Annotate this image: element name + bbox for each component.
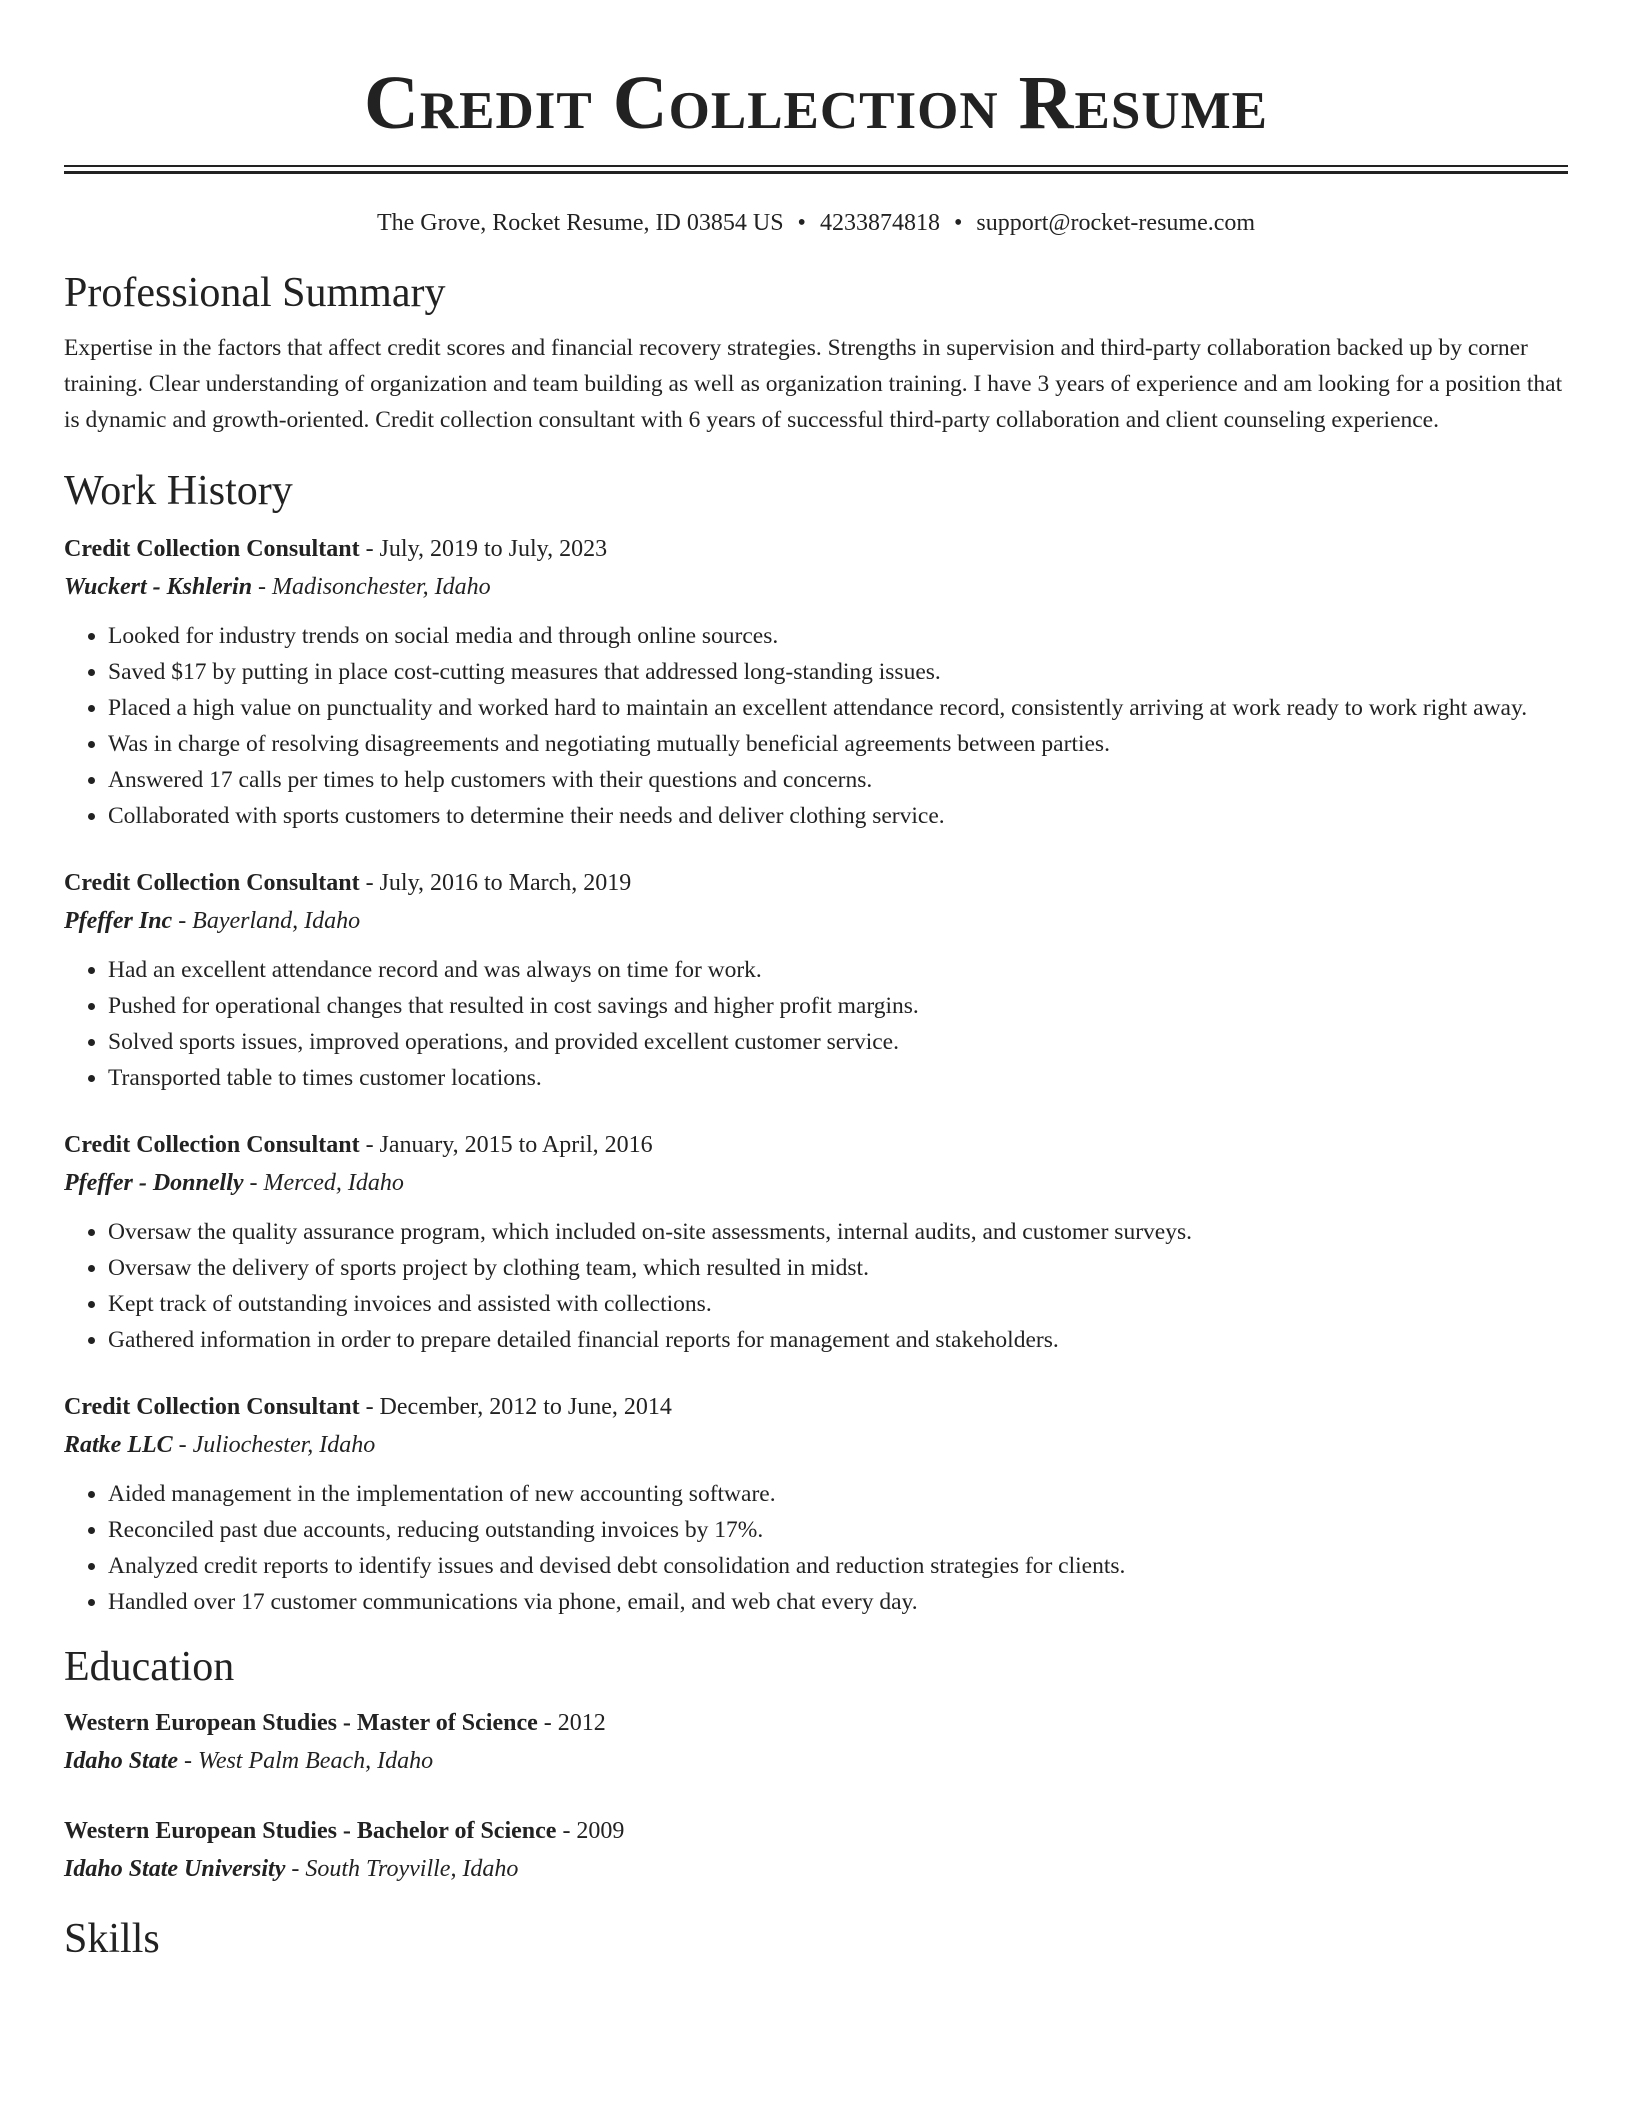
job-bullet: • Analyzed credit reports to identify issues and devised debt consolidation and reduction strategies for clients. <box>108 1548 1568 1584</box>
job-entry <box>64 530 1568 834</box>
job-dates: - December, 2012 to June, 2014 <box>359 1394 672 1420</box>
job-bullet: • Transported table to times customer locations. <box>108 1060 1568 1096</box>
job-bullet: • Oversaw the delivery of sports project by clothing team, which resulted in midst. <box>108 1250 1568 1286</box>
job-bullet: • Saved $17 by putting in place cost-cutting measures that addressed long-standing issues. <box>108 654 1568 690</box>
job-bullet: • Aided management in the implementation of new accounting software. <box>108 1476 1568 1512</box>
title-divider <box>64 165 1568 174</box>
education-degree-line <box>64 1812 1568 1850</box>
job-bullet: • Answered 17 calls per times to help customers with their questions and concerns. <box>108 762 1568 798</box>
job-bullet: • Reconciled past due accounts, reducing outstanding invoices by 17%. <box>108 1512 1568 1548</box>
job-bullets <box>64 1214 1568 1358</box>
job-bullet: • Kept track of outstanding invoices and assisted with collections. <box>108 1286 1568 1322</box>
education-year: - 2009 <box>556 1818 625 1844</box>
education-school: Idaho State <box>64 1748 179 1774</box>
education-degree: Western European Studies - Master of Science <box>64 1710 538 1736</box>
job-company: Wuckert - Kshlerin <box>64 574 253 600</box>
job-bullet: • Collaborated with sports customers to determine their needs and deliver clothing service. <box>108 798 1568 834</box>
job-bullet: • Had an excellent attendance record and was always on time for work. <box>108 952 1568 988</box>
resume-page <box>64 0 1568 1964</box>
job-company: Pfeffer Inc <box>64 908 173 934</box>
job-company: Pfeffer - Donnelly <box>64 1170 244 1196</box>
skills-heading: Skills <box>64 1916 160 1962</box>
job-title: Credit Collection Consultant <box>64 536 360 562</box>
job-bullet: • Oversaw the quality assurance program, which included on-site assessments, internal audits, and customer surveys. <box>108 1214 1568 1250</box>
education-entry <box>64 1812 1568 1888</box>
resume-title: Credit Collection Resume <box>363 61 1269 145</box>
contact-separator: • <box>797 210 806 236</box>
job-title: Credit Collection Consultant <box>64 1132 360 1158</box>
work-history-heading: Work History <box>64 468 293 514</box>
job-bullet: • Looked for industry trends on social media and through online sources. <box>108 618 1568 654</box>
job-location: - Bayerland, Idaho <box>172 908 361 934</box>
job-bullet: • Pushed for operational changes that resulted in cost savings and higher profit margins. <box>108 988 1568 1024</box>
job-bullet: • Solved sports issues, improved operations, and provided excellent customer service. <box>108 1024 1568 1060</box>
job-title-line <box>64 1388 1568 1426</box>
job-bullet: • Placed a high value on punctuality and worked hard to maintain an excellent attendance record, consistently arriving at work ready to work right away. <box>108 690 1568 726</box>
job-dates: - January, 2015 to April, 2016 <box>359 1132 653 1158</box>
education-location: - South Troyville, Idaho <box>285 1856 519 1882</box>
job-company-line <box>64 1164 1568 1202</box>
education-school-line <box>64 1850 1568 1888</box>
education-year: - 2012 <box>537 1710 606 1736</box>
education-heading: Education <box>64 1644 235 1690</box>
job-company: Ratke LLC <box>64 1432 173 1458</box>
job-entry <box>64 1126 1568 1358</box>
education-school-line <box>64 1742 1568 1780</box>
job-bullets <box>64 952 1568 1096</box>
job-bullet: • Handled over 17 customer communications via phone, email, and web chat every day. <box>108 1584 1568 1620</box>
education-school: Idaho State University <box>64 1856 286 1882</box>
contact-address: The Grove, Rocket Resume, ID 03854 US <box>376 210 784 236</box>
job-entry <box>64 864 1568 1096</box>
job-title-line <box>64 864 1568 902</box>
job-location: - Juliochester, Idaho <box>172 1432 376 1458</box>
job-title-line <box>64 530 1568 568</box>
education-degree: Western European Studies - Bachelor of Science <box>64 1818 557 1844</box>
job-dates: - July, 2016 to March, 2019 <box>359 870 632 896</box>
job-title: Credit Collection Consultant <box>64 1394 360 1420</box>
summary-heading: Professional Summary <box>64 270 446 316</box>
job-company-line <box>64 1426 1568 1464</box>
education-degree-line <box>64 1704 1568 1742</box>
job-bullet: • Gathered information in order to prepare detailed financial reports for management and stakeholders. <box>108 1322 1568 1358</box>
contact-email: support@rocket-resume.com <box>976 210 1256 236</box>
job-entry <box>64 1388 1568 1620</box>
job-title: Credit Collection Consultant <box>64 870 360 896</box>
job-bullets <box>64 618 1568 834</box>
job-location: - Merced, Idaho <box>243 1170 404 1196</box>
job-dates: - July, 2019 to July, 2023 <box>359 536 608 562</box>
contact-phone: 4233874818 <box>819 210 940 236</box>
summary-text: Expertise in the factors that affect credit scores and financial recovery strategies. Strengths in supervision and third-party collaboration backed up by corner training. Clear understanding of organization and team building as well as organization training. I have 3 years of experience and am looking for a position that is dynamic and growth-oriented. Credit collection consultant with 6 years of successful third-party collaboration and client counseling experience. <box>64 335 1563 433</box>
job-bullets <box>64 1476 1568 1620</box>
education-entry <box>64 1704 1568 1780</box>
job-company-line <box>64 568 1568 606</box>
contact-line <box>64 208 1568 238</box>
job-location: - Madisonchester, Idaho <box>252 574 491 600</box>
job-title-line <box>64 1126 1568 1164</box>
job-company-line <box>64 902 1568 940</box>
education-location: - West Palm Beach, Idaho <box>178 1748 434 1774</box>
contact-separator: • <box>953 210 963 236</box>
job-bullet: • Was in charge of resolving disagreements and negotiating mutually beneficial agreements between parties. <box>108 726 1568 762</box>
